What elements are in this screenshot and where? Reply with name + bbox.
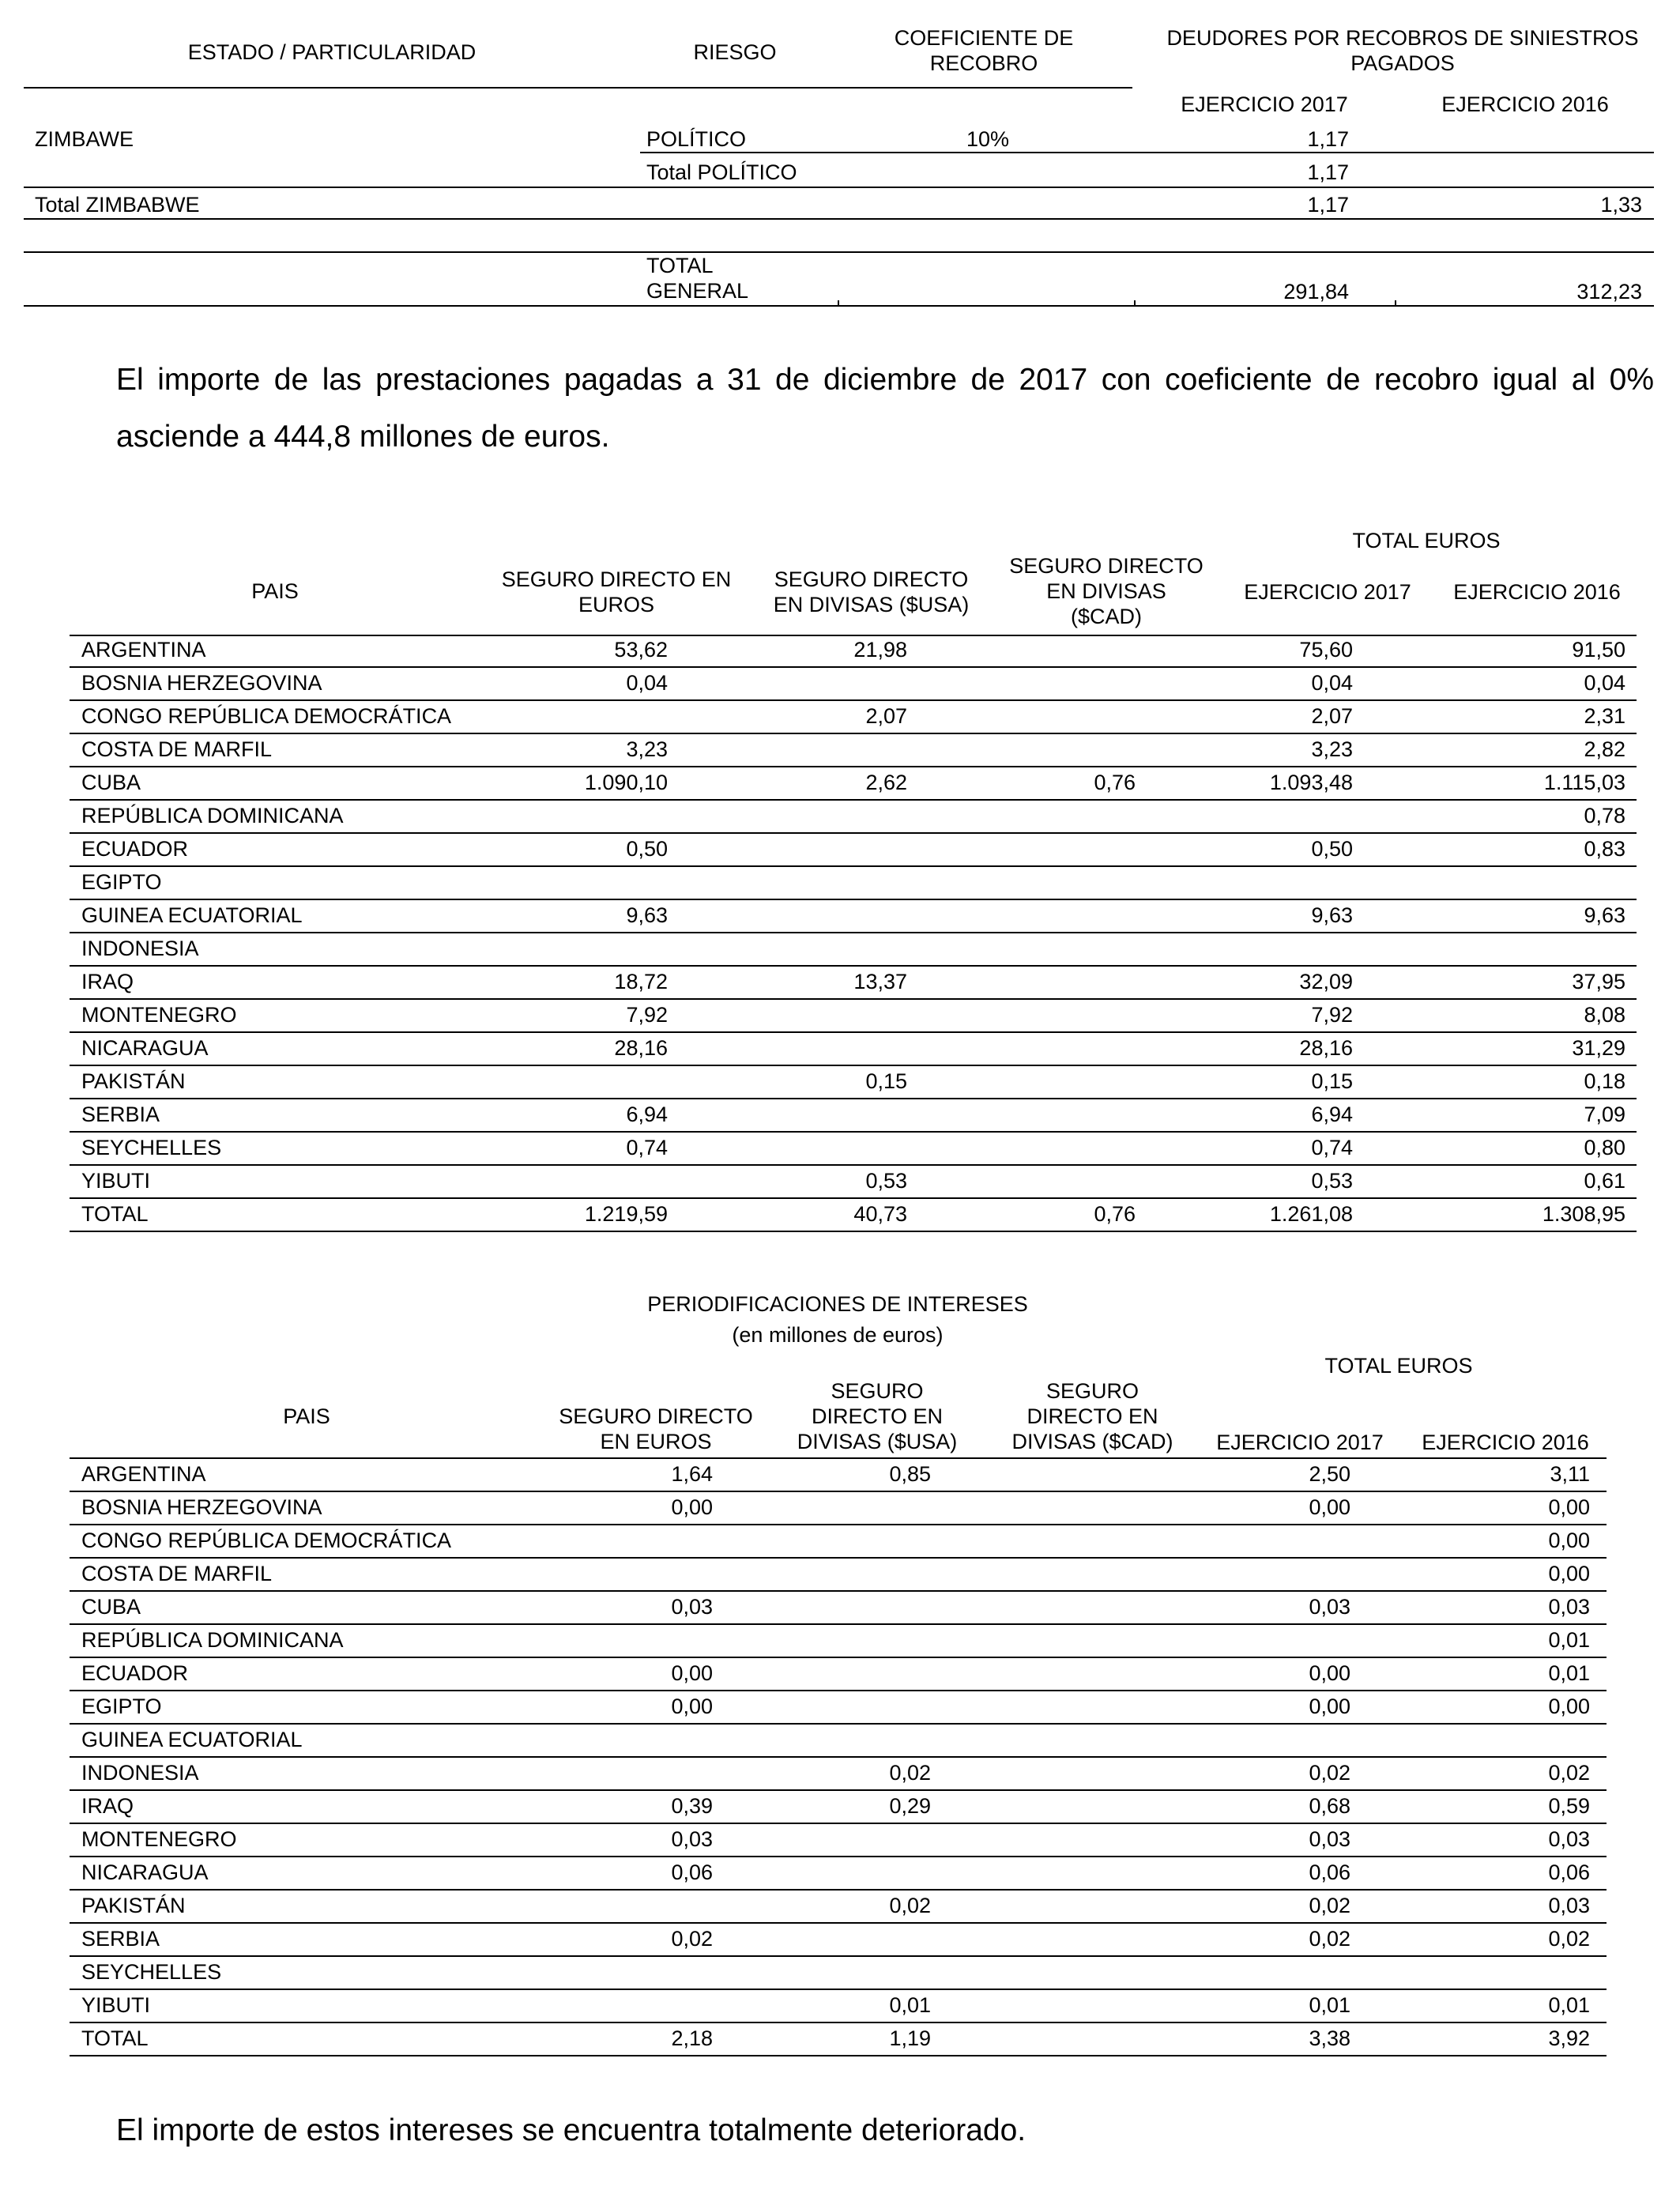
t3-cell-e2017: 0,02 (1309, 1894, 1350, 1917)
t3-cell-e2017: 2,50 (1309, 1462, 1350, 1486)
paragraph-prestaciones: El importe de las prestaciones pagadas a 31 de diciembre de 2017 con coeficiente de recobro igual al 0% asciende a 444,8 millones de euros. (116, 363, 1654, 454)
t3-header-sd-cad-line2: DIRECTO EN (1026, 1404, 1158, 1428)
t2-cell-pais: NICARAGUA (81, 1036, 209, 1060)
t2-header-pais: PAIS (251, 579, 299, 603)
t2-cell-pais: MONTENEGRO (81, 1003, 237, 1027)
t3-header-rule (70, 1457, 1607, 1459)
t2-header-ej2016: EJERCICIO 2016 (1453, 580, 1621, 604)
t1-header-coef-line1: COEFICIENTE DE (894, 26, 1074, 50)
t3-header-pais: PAIS (283, 1404, 330, 1428)
t3-row-rule (70, 1623, 1607, 1625)
t2-header-sd-euros-line2: EUROS (578, 593, 655, 616)
t2-row-rule (70, 1098, 1637, 1099)
t3-cell-e2016: 0,59 (1548, 1794, 1590, 1818)
t3-header-sd-usa-line2: DIRECTO EN (811, 1404, 944, 1428)
t3-cell-e2016: 3,92 (1548, 2026, 1590, 2050)
t2-cell-usd: 40,73 (853, 1202, 907, 1226)
t3-cell-e2016: 0,01 (1548, 1628, 1590, 1652)
t1-header-ej2016: EJERCICIO 2016 (1441, 92, 1609, 116)
t2-cell-e2017: 28,16 (1299, 1036, 1353, 1060)
t3-cell-e2016: 0,01 (1548, 1993, 1590, 2017)
t2-cell-pais: CONGO REPÚBLICA DEMOCRÁTICA (81, 704, 452, 728)
t3-cell-e2017: 0,00 (1309, 1661, 1350, 1685)
t2-cell-e2017: 3,23 (1311, 737, 1353, 761)
t2-row-rule (70, 699, 1637, 701)
t1-row-rule (24, 251, 1654, 253)
t3-cell-eur: 0,00 (671, 1695, 713, 1718)
t2-cell-e2017: 0,53 (1311, 1169, 1353, 1193)
t2-cell-pais: SERBIA (81, 1103, 160, 1126)
t2-cell-e2017: 7,92 (1311, 1003, 1353, 1027)
t2-cell-usd: 21,98 (853, 638, 907, 662)
t1-total-label-line1: TOTAL (646, 254, 714, 277)
t2-cell-e2017: 2,07 (1311, 704, 1353, 728)
t1-cell-e2016: 1,33 (1600, 193, 1642, 217)
t2-cell-e2017: 0,74 (1311, 1136, 1353, 1159)
t2-cell-pais: SEYCHELLES (81, 1136, 222, 1159)
t2-row-rule (70, 1065, 1637, 1066)
t2-cell-eur: 0,74 (626, 1136, 668, 1159)
t2-cell-e2016: 1.308,95 (1542, 1202, 1625, 1226)
t1-cell-e2017: 1,17 (1307, 160, 1349, 184)
t3-cell-eur: 0,06 (671, 1860, 713, 1884)
t3-cell-e2016: 0,03 (1548, 1894, 1590, 1917)
t3-header-sd-usa-line1: SEGURO (831, 1379, 924, 1403)
t3-cell-e2016: 0,00 (1548, 1495, 1590, 1519)
t1-header-estado: ESTADO / PARTICULARIDAD (187, 40, 477, 64)
t2-cell-pais: ECUADOR (81, 837, 189, 861)
t2-cell-e2017: 0,04 (1311, 671, 1353, 695)
t2-row-rule (70, 865, 1637, 867)
t2-cell-eur: 1.219,59 (584, 1202, 668, 1226)
t2-cell-e2016: 0,18 (1584, 1069, 1625, 1093)
t2-cell-e2016: 0,78 (1584, 804, 1625, 827)
t3-cell-usd: 0,02 (889, 1761, 931, 1785)
t1-header-ej2017: EJERCICIO 2017 (1181, 92, 1348, 116)
t3-cell-e2016: 0,03 (1548, 1595, 1590, 1619)
t2-row-rule (70, 1197, 1637, 1199)
t3-cell-pais: BOSNIA HERZEGOVINA (81, 1495, 322, 1519)
t3-row-rule (70, 2022, 1607, 2023)
t3-header-sd-cad-line1: SEGURO (1045, 1379, 1139, 1403)
t3-cell-pais: CUBA (81, 1595, 141, 1619)
t3-header-sd-cad (988, 1378, 1197, 1454)
t3-row-rule (70, 2055, 1607, 2056)
t2-row-rule (70, 799, 1637, 801)
t3-cell-pais: ECUADOR (81, 1661, 189, 1685)
t2-header-sd-usa (751, 567, 992, 617)
t3-cell-eur: 0,02 (671, 1927, 713, 1951)
t2-row-rule (70, 1231, 1637, 1232)
t3-cell-pais: IRAQ (81, 1794, 134, 1818)
t2-row-rule (70, 932, 1637, 933)
t2-row-rule (70, 1031, 1637, 1033)
t2-cell-e2017: 1.093,48 (1269, 771, 1353, 794)
t3-cell-pais: SEYCHELLES (81, 1960, 222, 1984)
t2-header-sd-usa-line2: EN DIVISAS ($USA) (773, 593, 970, 616)
t2-row-rule (70, 1131, 1637, 1133)
t3-cell-e2017: 0,68 (1309, 1794, 1350, 1818)
t3-cell-pais: REPÚBLICA DOMINICANA (81, 1628, 344, 1652)
t3-header-sd-euros-line2: EN EUROS (600, 1430, 712, 1453)
t3-cell-pais: SERBIA (81, 1927, 160, 1951)
t2-cell-e2016: 0,80 (1584, 1136, 1625, 1159)
t3-cell-eur: 0,00 (671, 1495, 713, 1519)
t3-cell-pais: CONGO REPÚBLICA DEMOCRÁTICA (81, 1529, 452, 1552)
t2-header-sd-usa-line1: SEGURO DIRECTO (774, 567, 969, 591)
t1-total-e2017: 291,84 (1283, 280, 1349, 303)
t2-cell-eur: 6,94 (626, 1103, 668, 1126)
t3-cell-e2017: 0,03 (1309, 1595, 1350, 1619)
t3-cell-e2016: 0,00 (1548, 1695, 1590, 1718)
t3-cell-e2017: 0,06 (1309, 1860, 1350, 1884)
t1-cell-riesgo: POLÍTICO (646, 127, 747, 151)
t3-cell-e2016: 0,03 (1548, 1827, 1590, 1851)
t2-cell-e2016: 91,50 (1572, 638, 1625, 662)
t3-cell-pais: ARGENTINA (81, 1462, 206, 1486)
t3-cell-e2017: 0,00 (1309, 1495, 1350, 1519)
t1-row-rule (640, 152, 1654, 153)
t2-cell-eur: 3,23 (626, 737, 668, 761)
t3-cell-eur: 0,03 (671, 1595, 713, 1619)
t3-row-rule (70, 1524, 1607, 1525)
t3-cell-e2016: 0,01 (1548, 1661, 1590, 1685)
t3-cell-eur: 0,00 (671, 1661, 713, 1685)
t2-header-total-euros: TOTAL EUROS (1352, 529, 1501, 552)
t2-cell-pais: BOSNIA HERZEGOVINA (81, 671, 322, 695)
t1-bottom-rule (24, 305, 1654, 307)
t2-cell-e2017: 32,09 (1299, 970, 1353, 993)
t1-header-deudores-line2: PAGADOS (1350, 51, 1455, 75)
t2-cell-eur: 7,92 (626, 1003, 668, 1027)
t3-cell-e2017: 3,38 (1309, 2026, 1350, 2050)
t1-cell-coef: 10% (966, 127, 1010, 151)
t2-cell-e2016: 7,09 (1584, 1103, 1625, 1126)
t3-cell-e2017: 0,01 (1309, 1993, 1350, 2017)
t2-cell-pais: GUINEA ECUATORIAL (81, 903, 303, 927)
t3-row-rule (70, 1491, 1607, 1492)
t2-row-rule (70, 998, 1637, 1000)
t3-row-rule (70, 1723, 1607, 1725)
t1-header-deudores-line1: DEUDORES POR RECOBROS DE SINIESTROS (1166, 26, 1639, 50)
t2-cell-eur: 53,62 (614, 638, 668, 662)
t3-cell-pais: YIBUTI (81, 1993, 151, 2017)
t2-cell-cad: 0,76 (1094, 771, 1136, 794)
t3-cell-usd: 0,29 (889, 1794, 931, 1818)
t3-row-rule (70, 1889, 1607, 1891)
t2-header-sd-euros (482, 567, 751, 617)
t3-row-rule (70, 1756, 1607, 1758)
t1-row-rule (24, 187, 1654, 188)
t2-header-sd-cad-line1: SEGURO DIRECTO (1009, 554, 1203, 578)
t2-header-sd-euros-line1: SEGURO DIRECTO EN (501, 567, 732, 591)
t3-cell-e2016: 0,02 (1548, 1927, 1590, 1951)
t2-cell-pais: INDONESIA (81, 937, 199, 960)
t3-cell-e2016: 0,00 (1548, 1562, 1590, 1585)
t1-header-deudores (1134, 25, 1671, 76)
t2-cell-e2017: 9,63 (1311, 903, 1353, 927)
t3-cell-usd: 0,85 (889, 1462, 931, 1486)
t3-cell-pais: MONTENEGRO (81, 1827, 237, 1851)
t2-header-rule (70, 635, 1637, 636)
t2-cell-e2016: 31,29 (1572, 1036, 1625, 1060)
t2-cell-e2017: 75,60 (1299, 638, 1353, 662)
t2-cell-usd: 2,62 (865, 771, 907, 794)
t2-cell-cad: 0,76 (1094, 1202, 1136, 1226)
t1-cell-e2017: 1,17 (1307, 193, 1349, 217)
t2-cell-eur: 9,63 (626, 903, 668, 927)
t2-cell-pais: REPÚBLICA DOMINICANA (81, 804, 344, 827)
t2-header-sd-cad (992, 553, 1221, 629)
t2-header-sd-cad-line2: EN DIVISAS (1046, 579, 1166, 603)
t1-cell-e2017: 1,17 (1307, 127, 1349, 151)
t1-total-label-line2: GENERAL (646, 279, 749, 303)
t3-cell-pais: NICARAGUA (81, 1860, 209, 1884)
t3-cell-pais: INDONESIA (81, 1761, 199, 1785)
t3-cell-usd: 1,19 (889, 2026, 931, 2050)
t3-cell-pais: PAKISTÁN (81, 1894, 186, 1917)
t3-cell-usd: 0,01 (889, 1993, 931, 2017)
t2-row-rule (70, 832, 1637, 834)
t3-header-sd-euros (545, 1404, 767, 1454)
t3-header-ej2017: EJERCICIO 2017 (1216, 1431, 1384, 1454)
t2-cell-eur: 28,16 (614, 1036, 668, 1060)
t1-total-e2016: 312,23 (1576, 280, 1642, 303)
t2-cell-e2016: 37,95 (1572, 970, 1625, 993)
t3-row-rule (70, 1789, 1607, 1791)
t3-subtitle: (en millones de euros) (732, 1323, 944, 1347)
t1-header-riesgo: RIESGO (693, 40, 777, 64)
t2-cell-eur: 0,04 (626, 671, 668, 695)
t3-cell-pais: TOTAL (81, 2026, 149, 2050)
t3-header-sd-cad-line3: DIVISAS ($CAD) (1011, 1430, 1173, 1453)
t2-cell-eur: 1.090,10 (584, 771, 668, 794)
t3-row-rule (70, 1590, 1607, 1592)
t2-cell-e2017: 1.261,08 (1269, 1202, 1353, 1226)
t2-row-rule (70, 899, 1637, 900)
t3-row-rule (70, 1557, 1607, 1559)
t3-cell-eur: 0,39 (671, 1794, 713, 1818)
t2-row-rule (70, 733, 1637, 734)
t2-cell-pais: EGIPTO (81, 870, 162, 894)
t3-cell-e2017: 0,00 (1309, 1695, 1350, 1718)
t2-cell-e2016: 0,83 (1584, 837, 1625, 861)
t2-cell-pais: IRAQ (81, 970, 134, 993)
t2-cell-pais: CUBA (81, 771, 141, 794)
t3-cell-e2016: 3,11 (1550, 1462, 1590, 1486)
t1-cell-riesgo: Total POLÍTICO (646, 160, 797, 184)
t1-cell-estado: Total ZIMBABWE (35, 193, 200, 217)
t1-cell-estado: ZIMBAWE (35, 127, 134, 151)
t3-cell-e2016: 0,06 (1548, 1860, 1590, 1884)
t3-row-rule (70, 1955, 1607, 1957)
t3-cell-e2016: 0,02 (1548, 1761, 1590, 1785)
t1-header-coef (834, 25, 1134, 76)
t2-row-rule (70, 965, 1637, 967)
t3-cell-e2017: 0,02 (1309, 1927, 1350, 1951)
t3-cell-e2017: 0,02 (1309, 1761, 1350, 1785)
t3-cell-eur: 1,64 (671, 1462, 713, 1486)
t2-cell-e2017: 0,50 (1311, 837, 1353, 861)
t3-cell-eur: 0,03 (671, 1827, 713, 1851)
t3-cell-usd: 0,02 (889, 1894, 931, 1917)
t1-total-label (646, 253, 748, 303)
t2-cell-e2016: 2,82 (1584, 737, 1625, 761)
t2-cell-usd: 13,37 (853, 970, 907, 993)
t3-title: PERIODIFICACIONES DE INTERESES (647, 1292, 1028, 1316)
t3-header-sd-euros-line1: SEGURO DIRECTO (559, 1404, 753, 1428)
t2-cell-e2016: 0,04 (1584, 671, 1625, 695)
t3-row-rule (70, 1690, 1607, 1691)
t2-cell-pais: ARGENTINA (81, 638, 206, 662)
t1-header-rule (24, 87, 1132, 89)
t2-header-ej2017: EJERCICIO 2017 (1244, 580, 1411, 604)
t3-cell-pais: EGIPTO (81, 1695, 162, 1718)
t2-cell-e2017: 0,15 (1311, 1069, 1353, 1093)
paragraph-intereses: El importe de estos intereses se encuentra totalmente deteriorado. (116, 2113, 1026, 2147)
t3-cell-pais: COSTA DE MARFIL (81, 1562, 273, 1585)
t2-row-rule (70, 1164, 1637, 1166)
t3-cell-e2017: 0,03 (1309, 1827, 1350, 1851)
t2-cell-pais: YIBUTI (81, 1169, 151, 1193)
t3-row-rule (70, 1657, 1607, 1658)
t2-cell-e2017: 6,94 (1311, 1103, 1353, 1126)
t3-header-sd-usa-line3: DIVISAS ($USA) (797, 1430, 958, 1453)
t2-cell-pais: COSTA DE MARFIL (81, 737, 273, 761)
t1-row-rule (24, 218, 1654, 220)
t2-cell-e2016: 2,31 (1584, 704, 1625, 728)
t2-cell-usd: 0,53 (865, 1169, 907, 1193)
t2-cell-e2016: 1.115,03 (1543, 771, 1625, 794)
t2-cell-pais: TOTAL (81, 1202, 149, 1226)
t3-header-sd-usa (774, 1378, 980, 1454)
t3-cell-eur: 2,18 (671, 2026, 713, 2050)
t2-cell-usd: 2,07 (865, 704, 907, 728)
t3-cell-pais: GUINEA ECUATORIAL (81, 1728, 303, 1751)
t3-row-rule (70, 1989, 1607, 1990)
t3-row-rule (70, 1922, 1607, 1924)
t3-row-rule (70, 1823, 1607, 1824)
t2-cell-eur: 18,72 (614, 970, 668, 993)
t2-cell-pais: PAKISTÁN (81, 1069, 186, 1093)
t2-header-sd-cad-line3: ($CAD) (1070, 605, 1142, 628)
t2-cell-usd: 0,15 (865, 1069, 907, 1093)
t2-cell-e2016: 8,08 (1584, 1003, 1625, 1027)
t2-cell-eur: 0,50 (626, 837, 668, 861)
t3-header-total-euros: TOTAL EUROS (1324, 1354, 1473, 1378)
t2-row-rule (70, 666, 1637, 668)
t3-cell-e2016: 0,00 (1548, 1529, 1590, 1552)
t1-header-coef-line2: RECOBRO (929, 51, 1038, 75)
t3-row-rule (70, 1856, 1607, 1857)
t2-cell-e2016: 0,61 (1584, 1169, 1625, 1193)
t2-cell-e2016: 9,63 (1584, 903, 1625, 927)
t2-row-rule (70, 766, 1637, 767)
t3-header-ej2016: EJERCICIO 2016 (1422, 1431, 1589, 1454)
